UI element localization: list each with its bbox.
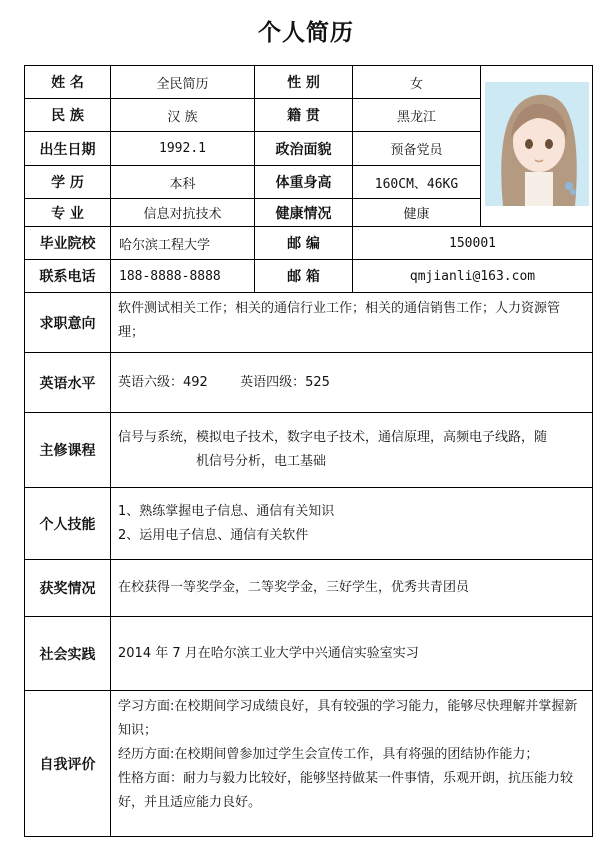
politics-value: 预备党员 [353, 132, 481, 166]
courses-label: 主修课程 [25, 413, 111, 488]
practice-label: 社会实践 [25, 617, 111, 691]
awards-value: 在校获得一等奖学金，二等奖学金，三好学生，优秀共青团员 [111, 560, 593, 617]
row-english [25, 353, 593, 413]
row-skills [25, 488, 593, 560]
skills-label: 个人技能 [25, 488, 111, 560]
major-value: 信息对抗技术 [111, 199, 255, 227]
row-phone [25, 260, 593, 293]
skill-item-1: 1、熟练掌握电子信息、通信有关知识 [118, 503, 335, 519]
practice-value: 2014 年 7 月在哈尔滨工业大学中兴通信实验室实习 [111, 617, 593, 691]
email-label: 邮 箱 [255, 260, 353, 293]
english-label: 英语水平 [25, 353, 111, 413]
row-objective [25, 293, 593, 353]
phone-label: 联系电话 [25, 260, 111, 293]
row-school [25, 227, 593, 260]
awards-label: 获奖情况 [25, 560, 111, 617]
objective-label: 求职意向 [25, 293, 111, 353]
birth-value: 1992.1 [111, 132, 255, 166]
skill-item-2: 2、运用电子信息、通信有关软件 [118, 527, 309, 543]
school-value: 哈尔滨工程大学 [111, 227, 255, 260]
cet6-score: 英语六级：492 [118, 374, 208, 390]
self-eval-label: 自我评价 [25, 691, 111, 837]
row-self-eval [25, 691, 593, 837]
row-awards [25, 560, 593, 617]
education-value: 本科 [111, 166, 255, 199]
courses-line-2: 机信号分析，电工基础 [196, 454, 327, 469]
courses-line-1: 信号与系统，模拟电子技术，数字电子技术，通信原理，高频电子线路，随 [118, 430, 548, 445]
health-value: 健康 [353, 199, 481, 227]
hometown-value: 黑龙江 [353, 99, 481, 132]
name-label: 姓 名 [25, 66, 111, 99]
gender-label: 性 别 [255, 66, 353, 99]
self-eval-value [111, 691, 593, 837]
gender-value: 女 [353, 66, 481, 99]
email-value: qmjianli@163.com [353, 260, 593, 293]
ethnicity-label: 民 族 [25, 99, 111, 132]
photo-cell [481, 66, 593, 227]
ethnicity-value: 汉 族 [111, 99, 255, 132]
birth-label: 出生日期 [25, 132, 111, 166]
row-name [25, 66, 593, 99]
self-eval-personality: 性格方面：耐力与毅力比较好，能够坚持做某一件事情，乐观开朗，抗压能力较好，并且适应能力良好。 [118, 771, 574, 810]
politics-label: 政治面貌 [255, 132, 353, 166]
skills-value [111, 488, 593, 560]
body-label: 体重身高 [255, 166, 353, 199]
body-value: 160CM、46KG [353, 166, 481, 199]
self-eval-study: 学习方面:在校期间学习成绩良好，具有较强的学习能力，能够尽快理解并掌握新知识； [118, 699, 578, 738]
resume-title: 个人简历 [258, 20, 354, 46]
resume-table [24, 65, 593, 837]
row-courses [25, 413, 593, 488]
phone-value: 188-8888-8888 [111, 260, 255, 293]
name-value: 全民简历 [111, 66, 255, 99]
major-label: 专 业 [25, 199, 111, 227]
profile-photo [485, 82, 589, 206]
health-label: 健康情况 [255, 199, 353, 227]
hometown-label: 籍 贯 [255, 99, 353, 132]
school-label: 毕业院校 [25, 227, 111, 260]
postcode-label: 邮 编 [255, 227, 353, 260]
self-eval-experience: 经历方面:在校期间曾参加过学生会宣传工作，具有将强的团结协作能力； [118, 747, 539, 762]
postcode-value: 150001 [353, 227, 593, 260]
english-value [111, 353, 593, 413]
cet4-score: 英语四级：525 [240, 374, 330, 390]
row-practice [25, 617, 593, 691]
education-label: 学 历 [25, 166, 111, 199]
courses-value [111, 413, 593, 488]
objective-value: 软件测试相关工作；相关的通信行业工作；相关的通信销售工作；人力资源管理； [111, 293, 593, 353]
